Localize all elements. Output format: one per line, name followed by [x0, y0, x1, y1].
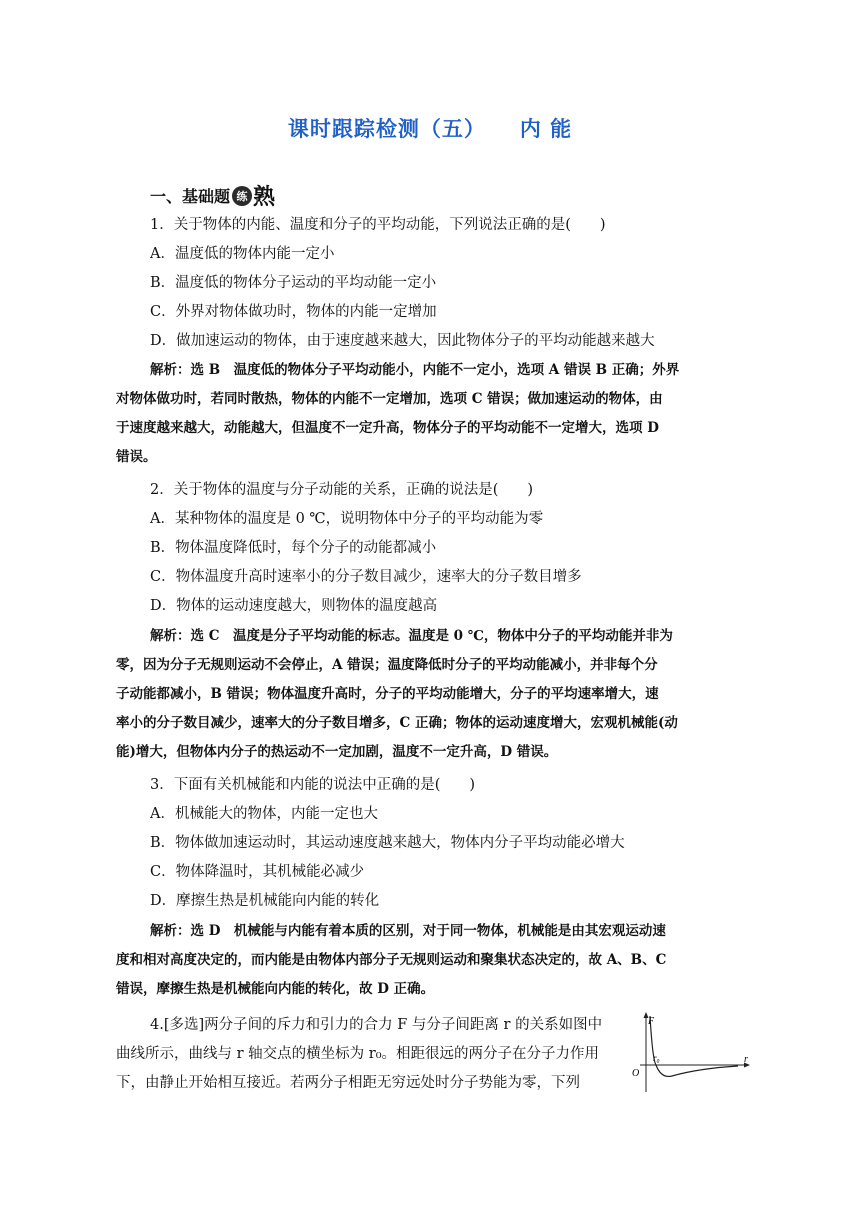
q3-option-d: D．摩擦生热是机械能向内能的转化	[150, 893, 380, 909]
q3-option-b: B．物体做加速运动时，其运动速度越来越大，物体内分子平均动能必增大	[150, 835, 625, 851]
force-curve	[650, 1016, 738, 1076]
q2-analysis-line: 解析：选 C 温度是分子平均动能的标志。温度是 0 ℃，物体中分子的平均动能并非为	[150, 628, 673, 644]
section-label: 一、基础题	[150, 187, 231, 206]
q4-line: 曲线所示，曲线与 r 轴交点的横坐标为 r₀。相距很远的两分子在分子力作用	[116, 1046, 600, 1062]
q1-option-a: A．温度低的物体内能一定小	[150, 246, 335, 262]
q4-line: 4.[多选]两分子间的斥力和引力的合力 F 与分子间距离 r 的关系如图中	[150, 1017, 603, 1033]
q1-option-c: C．外界对物体做功时，物体的内能一定增加	[150, 304, 437, 320]
q2-option-c: C．物体温度升高时速率小的分子数目减少，速率大的分子数目增多	[150, 569, 582, 585]
section-heading	[150, 180, 275, 211]
q4-line: 下，由静止开始相互接近。若两分子相距无穷远处时分子势能为零，下列	[116, 1075, 580, 1091]
q1-analysis-line: 于速度越来越大，动能越大，但温度不一定升高，物体分子的平均动能不一定增大，选项 D	[116, 420, 659, 436]
x-axis-label: r	[744, 1054, 748, 1065]
q2-option-d: D．物体的运动速度越大，则物体的温度越高	[150, 598, 438, 614]
q3-option-a: A．机械能大的物体，内能一定也大	[150, 806, 378, 822]
q1-option-b: B．温度低的物体分子运动的平均动能一定小	[150, 275, 437, 291]
q4-stem	[116, 1011, 620, 1098]
q2-analysis-line: 子动能都减小，B 错误；物体温度升高时，分子的平均动能增大，分子的平均速率增大，速	[116, 686, 659, 702]
q1-analysis	[116, 356, 740, 472]
page-title	[0, 113, 860, 143]
q1-analysis-line: 解析：选 B 温度低的物体分子平均动能小，内能不一定小，选项 A 错误 B 正确；外界	[150, 362, 680, 378]
q2-analysis-line: 零，因为分子无规则运动不会停止，A 错误；温度降低时分子的平均动能减小，并非每个分	[116, 657, 658, 673]
q3-analysis-line: 解析：选 D 机械能与内能有着本质的区别，对于同一物体，机械能是由其宏观运动速	[150, 923, 666, 939]
q2-option-b: B．物体温度降低时，每个分子的动能都减小	[150, 540, 437, 556]
q1-stem: 1．关于物体的内能、温度和分子的平均动能，下列说法正确的是( )	[150, 217, 606, 233]
practice-badge-icon: 练	[232, 186, 252, 206]
q2-analysis	[116, 622, 740, 767]
q2-stem: 2．关于物体的温度与分子动能的关系，正确的说法是( )	[150, 482, 534, 498]
q1-option-d: D．做加速运动的物体，由于速度越来越大，因此物体分子的平均动能越来越大	[150, 333, 655, 349]
title-main: 课时跟踪检测（五）	[287, 117, 486, 141]
q3-analysis	[116, 917, 740, 1004]
r0-label: r₀	[653, 1053, 660, 1063]
q2-analysis-line: 率小的分子数目减少，速率大的分子数目增多，C 正确；物体的运动速度增大，宏观机械能(动	[116, 715, 678, 731]
q3-analysis-line: 错误，摩擦生热是机械能向内能的转化，故 D 正确。	[116, 981, 435, 997]
title-sub: 内 能	[519, 117, 573, 141]
y-axis-label: F	[648, 1016, 655, 1027]
force-distance-graph	[626, 1010, 756, 1098]
q2-option-a: A．某种物体的温度是 0 ℃，说明物体中分子的平均动能为零	[150, 511, 544, 527]
q1-analysis-line: 对物体做功时，若同时散热，物体的内能不一定增加，选项 C 错误；做加速运动的物体，由	[116, 391, 663, 407]
origin-label: O	[632, 1068, 640, 1079]
q2-analysis-line: 能)增大，但物体内分子的热运动不一定加剧，温度不一定升高，D 错误。	[116, 744, 558, 760]
q3-option-c: C．物体降温时，其机械能必减少	[150, 864, 365, 880]
section-badge-text: 熟	[253, 185, 276, 210]
q3-stem: 3．下面有关机械能和内能的说法中正确的是( )	[150, 777, 476, 793]
q3-analysis-line: 度和相对高度决定的，而内能是由物体内部分子无规则运动和聚集状态决定的，故 A、B、C	[116, 952, 667, 968]
q1-analysis-line: 错误。	[116, 449, 157, 465]
